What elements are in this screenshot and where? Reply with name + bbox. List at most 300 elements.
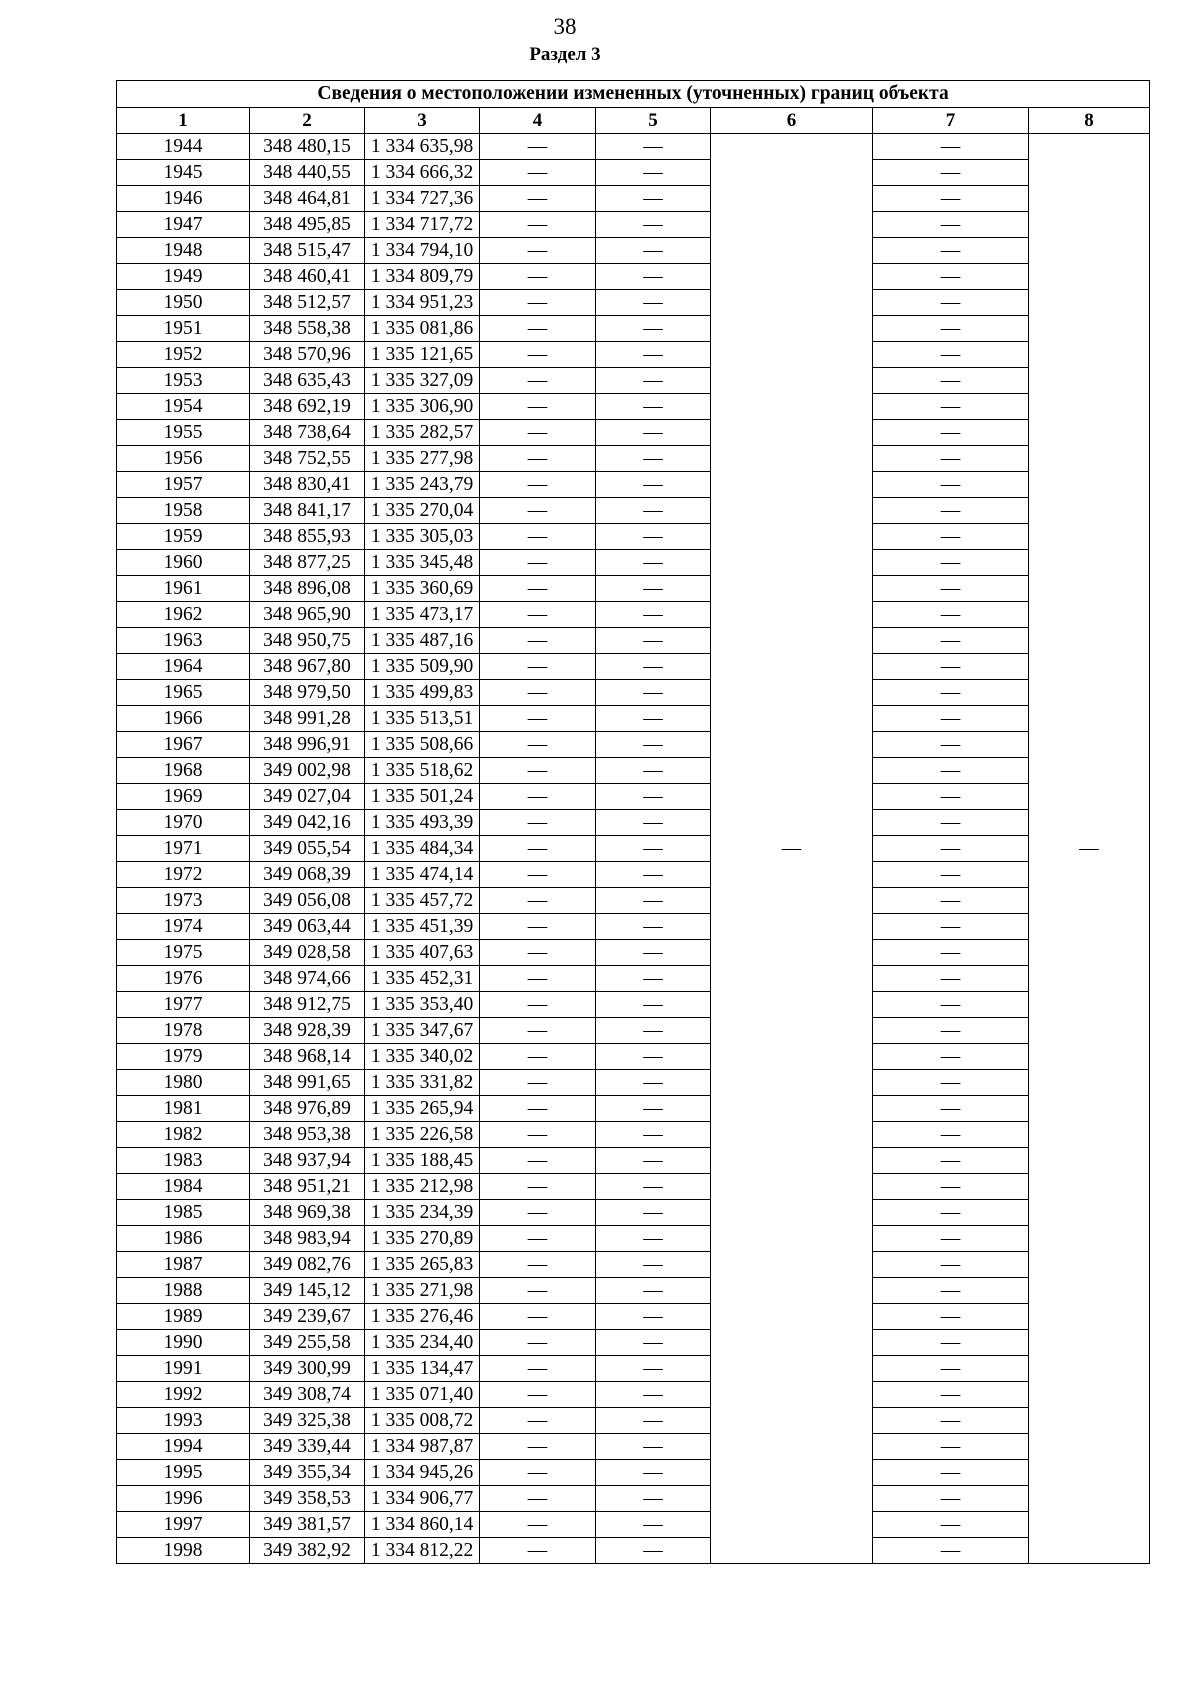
coordinate-y-cell: 1 335 265,94 [365, 1096, 480, 1122]
column-7-cell: — [873, 836, 1029, 862]
column-number: 7 [873, 108, 1029, 134]
point-number-cell: 1948 [117, 238, 250, 264]
coordinate-y-cell: 1 335 493,39 [365, 810, 480, 836]
column-4-cell: — [480, 1226, 596, 1252]
column-4-cell: — [480, 550, 596, 576]
coordinate-x-cell: 349 381,57 [250, 1512, 365, 1538]
coordinate-x-cell: 349 300,99 [250, 1356, 365, 1382]
column-5-cell: — [596, 706, 711, 732]
coordinate-x-cell: 349 358,53 [250, 1486, 365, 1512]
column-4-cell: — [480, 992, 596, 1018]
table-row [117, 940, 1150, 966]
column-7-cell: — [873, 810, 1029, 836]
point-number-cell: 1956 [117, 446, 250, 472]
coordinate-y-cell: 1 335 353,40 [365, 992, 480, 1018]
column-5-cell: — [596, 966, 711, 992]
point-number-cell: 1970 [117, 810, 250, 836]
point-number-cell: 1979 [117, 1044, 250, 1070]
table-row [117, 550, 1150, 576]
column-5-cell: — [596, 1096, 711, 1122]
column-5-cell: — [596, 1486, 711, 1512]
column-7-cell: — [873, 862, 1029, 888]
column-5-cell: — [596, 368, 711, 394]
coordinate-y-cell: 1 334 951,23 [365, 290, 480, 316]
table-row [117, 238, 1150, 264]
table-row [117, 1096, 1150, 1122]
column-5-cell: — [596, 1512, 711, 1538]
table-row [117, 914, 1150, 940]
coordinate-x-cell: 348 950,75 [250, 628, 365, 654]
coordinate-x-cell: 348 855,93 [250, 524, 365, 550]
column-4-cell: — [480, 1122, 596, 1148]
column-4-cell: — [480, 1538, 596, 1564]
coordinate-x-cell: 349 063,44 [250, 914, 365, 940]
table-row [117, 654, 1150, 680]
point-number-cell: 1968 [117, 758, 250, 784]
column-5-cell: — [596, 1252, 711, 1278]
column-4-cell: — [480, 446, 596, 472]
coordinate-y-cell: 1 335 451,39 [365, 914, 480, 940]
column-4-cell: — [480, 1174, 596, 1200]
point-number-cell: 1988 [117, 1278, 250, 1304]
table-row [117, 290, 1150, 316]
coordinate-y-cell: 1 334 812,22 [365, 1538, 480, 1564]
column-4-cell: — [480, 1044, 596, 1070]
table-row [117, 264, 1150, 290]
point-number-cell: 1981 [117, 1096, 250, 1122]
table-row [117, 1538, 1150, 1564]
point-number-cell: 1983 [117, 1148, 250, 1174]
point-number-cell: 1953 [117, 368, 250, 394]
point-number-cell: 1958 [117, 498, 250, 524]
column-5-cell: — [596, 732, 711, 758]
point-number-cell: 1950 [117, 290, 250, 316]
column-7-cell: — [873, 628, 1029, 654]
coordinate-x-cell: 349 339,44 [250, 1434, 365, 1460]
table-row [117, 420, 1150, 446]
coordinate-x-cell: 348 991,28 [250, 706, 365, 732]
coordinate-y-cell: 1 335 345,48 [365, 550, 480, 576]
point-number-cell: 1967 [117, 732, 250, 758]
coordinate-y-cell: 1 335 081,86 [365, 316, 480, 342]
column-4-cell: — [480, 914, 596, 940]
coordinate-y-cell: 1 335 513,51 [365, 706, 480, 732]
column-5-cell: — [596, 1200, 711, 1226]
column-4-cell: — [480, 836, 596, 862]
coordinate-x-cell: 348 969,38 [250, 1200, 365, 1226]
column-5-cell: — [596, 472, 711, 498]
table-row [117, 1330, 1150, 1356]
coordinate-y-cell: 1 335 276,46 [365, 1304, 480, 1330]
column-7-cell: — [873, 1070, 1029, 1096]
coordinate-y-cell: 1 335 473,17 [365, 602, 480, 628]
column-7-cell: — [873, 576, 1029, 602]
coordinate-y-cell: 1 334 635,98 [365, 134, 480, 160]
coordinate-x-cell: 348 752,55 [250, 446, 365, 472]
coordinate-y-cell: 1 335 270,04 [365, 498, 480, 524]
column-7-cell: — [873, 498, 1029, 524]
column-7-cell: — [873, 342, 1029, 368]
table-row [117, 498, 1150, 524]
coordinate-y-cell: 1 335 271,98 [365, 1278, 480, 1304]
point-number-cell: 1961 [117, 576, 250, 602]
column-6-merged-cell: — [711, 134, 873, 1564]
point-number-cell: 1957 [117, 472, 250, 498]
point-number-cell: 1965 [117, 680, 250, 706]
coordinate-y-cell: 1 335 499,83 [365, 680, 480, 706]
coordinate-x-cell: 348 996,91 [250, 732, 365, 758]
point-number-cell: 1949 [117, 264, 250, 290]
column-7-cell: — [873, 186, 1029, 212]
coordinate-y-cell: 1 335 121,65 [365, 342, 480, 368]
column-4-cell: — [480, 1460, 596, 1486]
column-8-merged-cell: — [1029, 134, 1150, 1564]
column-5-cell: — [596, 992, 711, 1018]
column-number: 2 [250, 108, 365, 134]
column-5-cell: — [596, 1122, 711, 1148]
coordinate-x-cell: 349 145,12 [250, 1278, 365, 1304]
column-7-cell: — [873, 420, 1029, 446]
column-5-cell: — [596, 134, 711, 160]
table-row [117, 1408, 1150, 1434]
table-row [117, 1122, 1150, 1148]
coordinate-y-cell: 1 334 794,10 [365, 238, 480, 264]
table-row [117, 628, 1150, 654]
point-number-cell: 1946 [117, 186, 250, 212]
column-7-cell: — [873, 758, 1029, 784]
column-7-cell: — [873, 160, 1029, 186]
coordinate-y-cell: 1 335 509,90 [365, 654, 480, 680]
table-row [117, 732, 1150, 758]
column-4-cell: — [480, 420, 596, 446]
column-4-cell: — [480, 1512, 596, 1538]
column-4-cell: — [480, 212, 596, 238]
point-number-cell: 1966 [117, 706, 250, 732]
column-5-cell: — [596, 1278, 711, 1304]
coordinate-y-cell: 1 334 945,26 [365, 1460, 480, 1486]
coordinate-y-cell: 1 335 484,34 [365, 836, 480, 862]
table-row [117, 810, 1150, 836]
table-row [117, 524, 1150, 550]
coordinate-y-cell: 1 335 340,02 [365, 1044, 480, 1070]
column-5-cell: — [596, 394, 711, 420]
column-7-cell: — [873, 1538, 1029, 1564]
column-7-cell: — [873, 1018, 1029, 1044]
column-5-cell: — [596, 160, 711, 186]
coordinate-y-cell: 1 335 212,98 [365, 1174, 480, 1200]
column-5-cell: — [596, 576, 711, 602]
coordinate-x-cell: 349 325,38 [250, 1408, 365, 1434]
coordinate-x-cell: 349 056,08 [250, 888, 365, 914]
column-5-cell: — [596, 1538, 711, 1564]
point-number-cell: 1986 [117, 1226, 250, 1252]
column-7-cell: — [873, 1200, 1029, 1226]
table-row [117, 576, 1150, 602]
table-row [117, 1070, 1150, 1096]
coordinate-y-cell: 1 335 474,14 [365, 862, 480, 888]
column-7-cell: — [873, 602, 1029, 628]
column-5-cell: — [596, 186, 711, 212]
table-row [117, 1356, 1150, 1382]
column-7-cell: — [873, 1512, 1029, 1538]
table-row [117, 1434, 1150, 1460]
point-number-cell: 1992 [117, 1382, 250, 1408]
point-number-cell: 1964 [117, 654, 250, 680]
column-5-cell: — [596, 342, 711, 368]
table-row [117, 1018, 1150, 1044]
column-5-cell: — [596, 1044, 711, 1070]
column-5-cell: — [596, 1148, 711, 1174]
coordinate-x-cell: 348 951,21 [250, 1174, 365, 1200]
column-4-cell: — [480, 186, 596, 212]
coordinate-y-cell: 1 334 727,36 [365, 186, 480, 212]
point-number-cell: 1959 [117, 524, 250, 550]
table-row [117, 836, 1150, 862]
column-5-cell: — [596, 238, 711, 264]
table-row [117, 966, 1150, 992]
column-7-cell: — [873, 1226, 1029, 1252]
column-4-cell: — [480, 1200, 596, 1226]
column-5-cell: — [596, 1174, 711, 1200]
coordinate-x-cell: 348 968,14 [250, 1044, 365, 1070]
coordinate-x-cell: 348 953,38 [250, 1122, 365, 1148]
column-7-cell: — [873, 1304, 1029, 1330]
table-row [117, 1200, 1150, 1226]
coordinate-x-cell: 348 480,15 [250, 134, 365, 160]
column-4-cell: — [480, 472, 596, 498]
coordinate-y-cell: 1 335 501,24 [365, 784, 480, 810]
point-number-cell: 1985 [117, 1200, 250, 1226]
column-4-cell: — [480, 524, 596, 550]
column-4-cell: — [480, 888, 596, 914]
point-number-cell: 1998 [117, 1538, 250, 1564]
column-7-cell: — [873, 1408, 1029, 1434]
column-5-cell: — [596, 1304, 711, 1330]
column-4-cell: — [480, 1486, 596, 1512]
column-7-cell: — [873, 1434, 1029, 1460]
column-5-cell: — [596, 498, 711, 524]
table-row [117, 368, 1150, 394]
point-number-cell: 1971 [117, 836, 250, 862]
coordinate-y-cell: 1 335 243,79 [365, 472, 480, 498]
column-7-cell: — [873, 1460, 1029, 1486]
column-4-cell: — [480, 316, 596, 342]
coordinate-y-cell: 1 335 518,62 [365, 758, 480, 784]
column-5-cell: — [596, 758, 711, 784]
table-row [117, 212, 1150, 238]
column-4-cell: — [480, 1408, 596, 1434]
column-4-cell: — [480, 654, 596, 680]
coordinate-x-cell: 348 896,08 [250, 576, 365, 602]
column-4-cell: — [480, 680, 596, 706]
point-number-cell: 1955 [117, 420, 250, 446]
point-number-cell: 1978 [117, 1018, 250, 1044]
coordinate-x-cell: 349 028,58 [250, 940, 365, 966]
table-row [117, 1148, 1150, 1174]
column-5-cell: — [596, 1018, 711, 1044]
point-number-cell: 1987 [117, 1252, 250, 1278]
column-7-cell: — [873, 654, 1029, 680]
column-7-cell: — [873, 446, 1029, 472]
column-4-cell: — [480, 290, 596, 316]
coordinate-x-cell: 348 979,50 [250, 680, 365, 706]
column-5-cell: — [596, 212, 711, 238]
table-caption: Сведения о местоположении измененных (уточненных) границ объекта [117, 81, 1150, 108]
coordinate-x-cell: 349 068,39 [250, 862, 365, 888]
column-4-cell: — [480, 498, 596, 524]
coordinate-y-cell: 1 335 305,03 [365, 524, 480, 550]
coordinate-y-cell: 1 335 407,63 [365, 940, 480, 966]
coordinate-y-cell: 1 335 226,58 [365, 1122, 480, 1148]
column-4-cell: — [480, 966, 596, 992]
coordinate-x-cell: 348 937,94 [250, 1148, 365, 1174]
column-7-cell: — [873, 680, 1029, 706]
table-row [117, 446, 1150, 472]
column-number-row [117, 108, 1150, 134]
column-5-cell: — [596, 1330, 711, 1356]
table-row [117, 472, 1150, 498]
point-number-cell: 1974 [117, 914, 250, 940]
coordinate-x-cell: 348 570,96 [250, 342, 365, 368]
coordinate-y-cell: 1 335 347,67 [365, 1018, 480, 1044]
coordinate-y-cell: 1 334 717,72 [365, 212, 480, 238]
coordinate-y-cell: 1 335 282,57 [365, 420, 480, 446]
column-7-cell: — [873, 1252, 1029, 1278]
column-4-cell: — [480, 602, 596, 628]
coordinate-y-cell: 1 335 508,66 [365, 732, 480, 758]
coordinate-y-cell: 1 335 306,90 [365, 394, 480, 420]
column-4-cell: — [480, 628, 596, 654]
column-7-cell: — [873, 238, 1029, 264]
column-4-cell: — [480, 1070, 596, 1096]
table-row [117, 1486, 1150, 1512]
point-number-cell: 1952 [117, 342, 250, 368]
column-4-cell: — [480, 732, 596, 758]
column-4-cell: — [480, 1382, 596, 1408]
column-4-cell: — [480, 368, 596, 394]
column-7-cell: — [873, 368, 1029, 394]
column-4-cell: — [480, 940, 596, 966]
point-number-cell: 1947 [117, 212, 250, 238]
column-7-cell: — [873, 784, 1029, 810]
coordinate-y-cell: 1 335 008,72 [365, 1408, 480, 1434]
column-5-cell: — [596, 1434, 711, 1460]
column-7-cell: — [873, 1330, 1029, 1356]
column-number: 3 [365, 108, 480, 134]
coordinate-x-cell: 349 382,92 [250, 1538, 365, 1564]
point-number-cell: 1960 [117, 550, 250, 576]
table-row [117, 394, 1150, 420]
column-4-cell: — [480, 342, 596, 368]
column-5-cell: — [596, 550, 711, 576]
point-number-cell: 1991 [117, 1356, 250, 1382]
coordinate-x-cell: 348 877,25 [250, 550, 365, 576]
coordinate-x-cell: 348 928,39 [250, 1018, 365, 1044]
point-number-cell: 1989 [117, 1304, 250, 1330]
coordinate-y-cell: 1 335 071,40 [365, 1382, 480, 1408]
column-7-cell: — [873, 706, 1029, 732]
column-5-cell: — [596, 524, 711, 550]
coordinate-y-cell: 1 335 234,40 [365, 1330, 480, 1356]
column-7-cell: — [873, 134, 1029, 160]
table-row [117, 888, 1150, 914]
coordinate-x-cell: 348 635,43 [250, 368, 365, 394]
table-row [117, 1174, 1150, 1200]
column-4-cell: — [480, 1096, 596, 1122]
column-5-cell: — [596, 914, 711, 940]
column-4-cell: — [480, 1356, 596, 1382]
column-7-cell: — [873, 1122, 1029, 1148]
point-number-cell: 1984 [117, 1174, 250, 1200]
column-5-cell: — [596, 654, 711, 680]
point-number-cell: 1951 [117, 316, 250, 342]
table-row [117, 134, 1150, 160]
column-5-cell: — [596, 940, 711, 966]
column-number: 5 [596, 108, 711, 134]
column-5-cell: — [596, 602, 711, 628]
point-number-cell: 1993 [117, 1408, 250, 1434]
coordinate-x-cell: 348 460,41 [250, 264, 365, 290]
column-4-cell: — [480, 1304, 596, 1330]
column-4-cell: — [480, 134, 596, 160]
boundary-coordinates-table [116, 80, 1150, 1564]
coordinate-y-cell: 1 335 134,47 [365, 1356, 480, 1382]
table-row [117, 1304, 1150, 1330]
table-row [117, 862, 1150, 888]
column-7-cell: — [873, 212, 1029, 238]
column-7-cell: — [873, 1096, 1029, 1122]
column-4-cell: — [480, 1278, 596, 1304]
coordinate-y-cell: 1 335 452,31 [365, 966, 480, 992]
coordinate-x-cell: 348 967,80 [250, 654, 365, 680]
column-5-cell: — [596, 784, 711, 810]
column-4-cell: — [480, 758, 596, 784]
column-5-cell: — [596, 810, 711, 836]
table-row [117, 186, 1150, 212]
point-number-cell: 1982 [117, 1122, 250, 1148]
table-row [117, 316, 1150, 342]
column-7-cell: — [873, 1278, 1029, 1304]
column-number: 8 [1029, 108, 1150, 134]
column-7-cell: — [873, 732, 1029, 758]
column-4-cell: — [480, 810, 596, 836]
coordinate-x-cell: 348 512,57 [250, 290, 365, 316]
table-row [117, 706, 1150, 732]
column-4-cell: — [480, 394, 596, 420]
column-4-cell: — [480, 1148, 596, 1174]
point-number-cell: 1994 [117, 1434, 250, 1460]
coordinate-y-cell: 1 334 987,87 [365, 1434, 480, 1460]
column-5-cell: — [596, 628, 711, 654]
column-7-cell: — [873, 914, 1029, 940]
point-number-cell: 1972 [117, 862, 250, 888]
coordinate-x-cell: 348 464,81 [250, 186, 365, 212]
coordinate-x-cell: 348 515,47 [250, 238, 365, 264]
table-row [117, 784, 1150, 810]
column-5-cell: — [596, 1356, 711, 1382]
coordinate-y-cell: 1 335 327,09 [365, 368, 480, 394]
section-title: Раздел 3 [529, 44, 601, 65]
coordinate-x-cell: 348 983,94 [250, 1226, 365, 1252]
column-5-cell: — [596, 1408, 711, 1434]
coordinate-x-cell: 349 042,16 [250, 810, 365, 836]
column-4-cell: — [480, 1252, 596, 1278]
column-4-cell: — [480, 862, 596, 888]
table-row [117, 1252, 1150, 1278]
table-row [117, 160, 1150, 186]
column-number: 4 [480, 108, 596, 134]
column-7-cell: — [873, 1044, 1029, 1070]
